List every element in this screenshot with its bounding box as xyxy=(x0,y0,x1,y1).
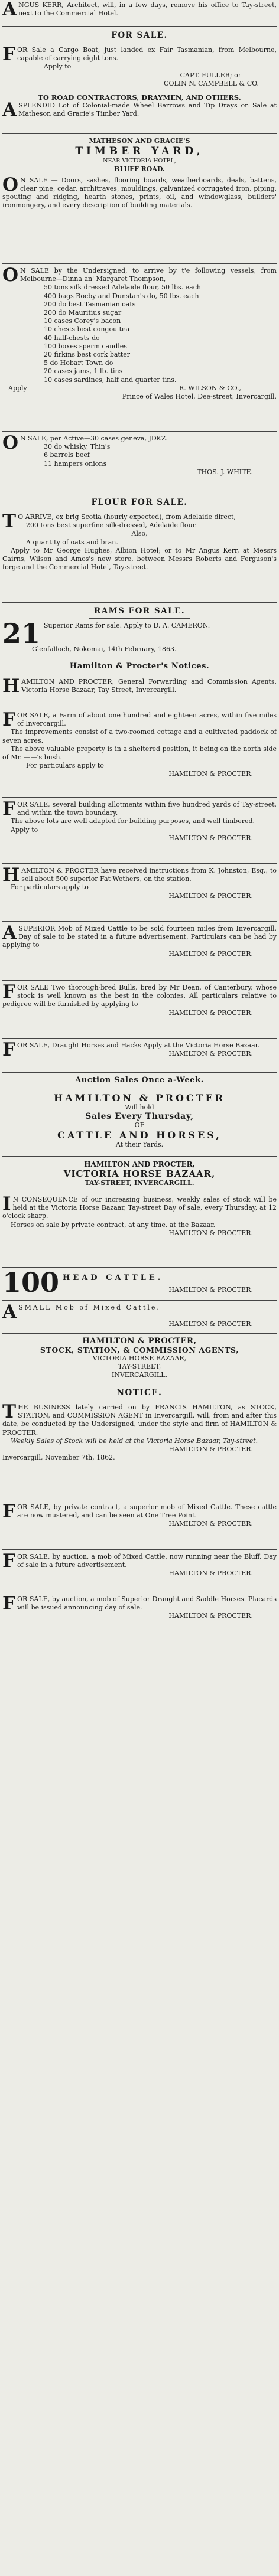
signature: COLIN N. CAMPBELL & CO. xyxy=(164,79,259,87)
ad-text: Will hold xyxy=(125,1103,154,1111)
list-item: 50 tons silk dressed Adelaide flour, 50 lbs. each xyxy=(44,283,201,292)
drop-cap: F xyxy=(2,44,16,65)
apply-line: Apply xyxy=(8,384,27,392)
ad-text: SUPERIOR Mob of Mixed Cattle to be sold fourteen miles from Invercargill. Day of sale to be stated in a future advertisement. Particulars can be had by applying to xyxy=(2,925,277,949)
drop-cap: O xyxy=(2,174,19,195)
section-heading-hamilton-procter: Hamilton & Procter's Notices. xyxy=(69,662,210,671)
list-item: 11 hampers onions xyxy=(44,459,107,468)
ad-notice xyxy=(2,1403,277,1462)
drop-cap: I xyxy=(2,1193,11,1214)
ad-auction-bluff xyxy=(2,1550,277,1578)
ad-text: The above lots are well adapted for building purposes, and well timbered. xyxy=(11,817,255,825)
list-item: 5 do Hobart Town do xyxy=(44,359,113,367)
ad-heading: HAMILTON AND PROCTER, xyxy=(84,1160,195,1168)
list-item: 6 barrels beef xyxy=(44,451,90,459)
list-item: 200 do Mauritius sugar xyxy=(44,309,122,317)
ad-heading: MATHESON AND GRACIE'S xyxy=(89,137,190,145)
drop-cap: O xyxy=(2,265,19,286)
ad-text: OR SALE, by private contract, a superior mob of Mixed Cattle. These cattle are now mustered, and can be seen at One Tree Point. xyxy=(17,1503,277,1520)
ad-draught-horses xyxy=(2,1595,277,1621)
ad-text: TAY-STREET, xyxy=(118,1363,161,1371)
ad-cargo-boat xyxy=(2,46,277,88)
ad-number: 100 xyxy=(2,1266,60,1298)
rule xyxy=(2,263,277,264)
rule xyxy=(2,1333,277,1334)
signature: HAMILTON & PROCTER. xyxy=(168,1320,253,1328)
rule xyxy=(2,1072,277,1073)
signature: HAMILTON & PROCTER. xyxy=(168,1286,253,1294)
rule xyxy=(2,1549,277,1550)
list-item: 40 half-chests do xyxy=(44,334,100,342)
signature: R. WILSON & CO., xyxy=(179,384,241,393)
drop-cap: F xyxy=(2,1039,16,1060)
rule xyxy=(2,1156,277,1157)
ad-thursday-sales xyxy=(2,1092,277,1150)
rule xyxy=(2,797,277,798)
ad-heading: STOCK, STATION, & COMMISSION AGENTS, xyxy=(40,1346,239,1354)
drop-cap: T xyxy=(2,511,17,532)
section-heading-flour: FLOUR FOR SALE. xyxy=(91,498,188,507)
ad-text: VICTORIA HORSE BAZAAR, xyxy=(92,1354,187,1362)
ad-text: A quantity of oats and bran. xyxy=(26,538,118,546)
ad-text: SPLENDID Lot of Colonial-made Wheel Barrows and Tip Drays on Sale at Matheson and Gracie's Timber Yard. xyxy=(18,102,277,118)
signature: HAMILTON & PROCTER. xyxy=(168,1612,253,1620)
rule xyxy=(2,133,277,134)
signature: HAMILTON & PROCTER. xyxy=(168,892,253,900)
list-item: 30 do whisky, Thin's xyxy=(44,443,111,451)
ad-text: 200 tons best superfine silk-dressed, Adelaide flour. xyxy=(26,521,197,530)
ad-text: OR SALE, a Farm of about one hundred and eighteen acres, within five miles of Invercargill. xyxy=(17,711,277,728)
drop-cap: F xyxy=(2,1501,16,1522)
rule xyxy=(2,26,277,27)
ad-subheading: BLUFF ROAD. xyxy=(114,165,165,174)
ad-text: O ARRIVE, ex brig Scotia (hourly expected), from Adelaide direct, xyxy=(18,513,236,521)
ad-farm xyxy=(2,711,277,779)
rule xyxy=(2,921,277,922)
drop-cap: H xyxy=(2,864,20,886)
ad-consequence xyxy=(2,1193,277,1238)
section-heading-notice: NOTICE. xyxy=(116,1388,163,1398)
ad-text: HE BUSINESS lately carried on by FRANCIS HAMILTON, as STOCK, STATION, and COMMISSION AGENT in Invercargill, will, from and after this date, be conducted by the Undersigned, under the style and firm of HAMILTON & PROCTER. xyxy=(2,1403,277,1436)
ad-text: OR SALE, by auction, a mob of Mixed Cattle, now running near the Bluff. Day of sale in a future advertisement. xyxy=(17,1553,277,1569)
ad-subheading: TAY-STREET, INVERCARGILL. xyxy=(85,1179,194,1187)
list-item: 400 bags Bocby and Dunstan's do, 50 lbs. each xyxy=(44,292,199,300)
ad-text: HEAD CATTLE. xyxy=(63,1274,164,1282)
list-item: 10 cases sardines, half and quarter tins. xyxy=(44,376,177,384)
ad-text: The improvements consist of a two-roomed cottage and a cultivated paddock of seven acres. xyxy=(2,728,277,745)
drop-cap: A xyxy=(2,99,17,120)
ad-100-cattle xyxy=(2,1266,277,1298)
ad-angus-kerr xyxy=(2,1,277,18)
drop-cap: A xyxy=(2,1301,17,1323)
ad-heading: CATTLE AND HORSES, xyxy=(57,1129,222,1141)
ad-small-mob xyxy=(2,1301,277,1328)
list-item: 10 cases Corey's bacon xyxy=(44,317,121,325)
list-item: 100 boxes sperm candles xyxy=(44,342,127,350)
ad-text: INVERCARGILL. xyxy=(111,1371,168,1379)
ad-text: OF xyxy=(134,1121,145,1129)
ad-text: Weekly Sales of Stock will be held at the Victoria Horse Bazaar, Tay-street. xyxy=(11,1436,258,1445)
ad-timber-yard xyxy=(2,137,277,210)
ad-road-contractors xyxy=(2,93,277,118)
apply-line: For particulars apply to xyxy=(26,762,104,770)
ad-subheading: NEAR VICTORIA HOTEL, xyxy=(103,158,176,165)
signature: HAMILTON & PROCTER. xyxy=(168,1229,253,1237)
ad-text: OR Sale a Cargo Boat, just landed ex Fair Tasmanian, from Melbourne, capable of carrying eight tons. xyxy=(17,46,277,63)
ad-wilson xyxy=(2,267,277,401)
list-item: 20 firkins best cork batter xyxy=(44,351,131,359)
ad-text: OR SALE, by auction, a mob of Superior Draught and Saddle Horses. Placards will be issued announcing day of sale. xyxy=(17,1595,277,1612)
drop-cap: A xyxy=(2,922,17,943)
signature: HAMILTON & PROCTER. xyxy=(168,1008,253,1017)
ad-agents xyxy=(2,1337,277,1380)
ad-heading: HAMILTON & PROCTER xyxy=(53,1092,226,1103)
ad-number: 21 xyxy=(2,618,41,649)
rule xyxy=(2,863,277,864)
ad-text: Superior Rams for sale. Apply to D. A. CAMERON. xyxy=(44,622,210,629)
ad-hacks xyxy=(2,1041,277,1058)
drop-cap: F xyxy=(2,1593,16,1614)
ad-text: N CONSEQUENCE of our increasing business, weekly sales of stock will be held at the Victoria Horse Bazaar, Tay-street Day of sale, every Thursday, at 12 o'clock sharp. xyxy=(2,1196,277,1220)
signature-address: Prince of Wales Hotel, Dee-street, Invercargill. xyxy=(122,393,277,401)
ad-flour xyxy=(2,513,277,572)
section-heading-rams: RAMS FOR SALE. xyxy=(93,606,186,616)
ad-white xyxy=(2,432,277,476)
list-item: 200 do best Tasmanian oats xyxy=(44,300,136,308)
section-heading-auction: Auction Sales Once a-Week. xyxy=(75,1076,204,1085)
ad-text: AMILTON AND PROCTER, General Forwarding and Commission Agents, Victoria Horse Bazaar, Tay Street, Invercargill. xyxy=(21,678,277,694)
rule xyxy=(2,1038,277,1039)
ad-hp-general xyxy=(2,675,277,697)
ad-private-cattle xyxy=(2,1503,277,1529)
ad-text: Also, xyxy=(131,530,148,538)
apply-line: Apply to xyxy=(11,825,38,834)
ad-text: NGUS KERR, Architect, will, in a few days, remove his office to Tay-street, next to the Commercial Hotel. xyxy=(18,1,277,18)
apply-line: For particulars apply to xyxy=(11,883,89,892)
drop-cap: F xyxy=(2,981,16,1003)
ad-bulls xyxy=(2,981,277,1017)
ad-heading: HAMILTON & PROCTER, xyxy=(82,1337,197,1346)
signature: THOS. J. WHITE. xyxy=(197,468,253,476)
rule xyxy=(2,431,277,432)
section-heading-for-sale: FOR SALE. xyxy=(111,31,168,40)
apply-line: Apply to xyxy=(44,63,72,71)
ad-text: OR SALE Two thorough-bred Bulls, bred by Mr Dean, of Canterbury, whose stock is well known as the best in the colonies. All particulars relative to pedigree will be furnished by applying to xyxy=(2,984,277,1008)
ad-heading: TO ROAD CONTRACTORS, DRAYMEN, AND OTHERS. xyxy=(38,93,241,102)
ad-text: OR SALE, Draught Horses and Hacks Apply at the Victoria Horse Bazaar. xyxy=(17,1041,260,1049)
drop-cap: F xyxy=(2,798,16,820)
signature: CAPT. FULLER; or xyxy=(180,71,241,79)
signature: HAMILTON & PROCTER. xyxy=(168,770,253,778)
rule xyxy=(2,980,277,981)
ad-date: Invercargill, November 7th, 1862. xyxy=(2,1454,115,1462)
ad-text: The above valuable property is in a sheltered position, it being on the north side of Mr. ——'s bush. xyxy=(2,745,277,762)
signature: HAMILTON & PROCTER. xyxy=(168,1520,253,1528)
ad-rams xyxy=(2,618,277,654)
signature: HAMILTON & PROCTER. xyxy=(168,1050,253,1058)
ad-text: OR SALE, several building allotments within five hundred yards of Tay-street, and within the town boundary. xyxy=(17,801,277,817)
ad-text: N SALE by the Undersigned, to arrive by t'e following vessels, from Melbourne—Dinna an' Margaret Thompson, xyxy=(20,267,277,283)
ad-text: Horses on sale by private contract, at any time, at the Bazaar. xyxy=(11,1220,215,1229)
rule xyxy=(89,618,190,619)
signature: HAMILTON & PROCTER. xyxy=(168,949,253,958)
ad-text: N SALE — Doors, sashes, flooring boards, weatherboards, deals, battens, clear pine, cedar, architraves, mouldings, galvanized corrugated iron, piping, spouting and ridging, hearth stones, prints, oil, and windowglass, builders' ironmongery, and every description of building materials. xyxy=(2,176,277,210)
drop-cap: O xyxy=(2,432,19,453)
drop-cap: H xyxy=(2,675,20,697)
ad-allotments xyxy=(2,798,277,843)
ad-text: Apply to Mr George Hughes, Albion Hotel; or to Mr Angus Kerr, at Messrs Cairns, Wilson and Amos's new store, between Messrs Roberts and Ferguson's forge and the Commercial Hotel, Tay-street. xyxy=(2,546,277,572)
signature: HAMILTON & PROCTER. xyxy=(168,834,253,842)
rule xyxy=(2,602,277,603)
ad-heading: VICTORIA HORSE BAZAAR, xyxy=(63,1168,216,1180)
list-item: 10 chests best congou tea xyxy=(44,325,130,334)
drop-cap: F xyxy=(2,709,16,730)
ad-mob-cattle xyxy=(2,922,277,958)
ad-text: At their Yards. xyxy=(115,1141,164,1149)
ad-heading: TIMBER YARD, xyxy=(75,145,204,158)
ad-location: Glenfalloch, Nokomai, 14th February, 1863. xyxy=(32,645,177,653)
signature: HAMILTON & PROCTER. xyxy=(168,1445,253,1454)
ad-text: N SALE, per Active—30 cases geneva, JDKZ. xyxy=(20,435,168,442)
drop-cap: F xyxy=(2,1550,16,1572)
rule xyxy=(2,1300,277,1301)
ad-text: AMILTON & PROCTER have received instructions from K. Johnston, Esq., to sell about 500 superior Fat Wethers, on the station. xyxy=(21,867,277,883)
drop-cap: A xyxy=(2,0,17,20)
signature: HAMILTON & PROCTER. xyxy=(168,1569,253,1578)
ad-heading: Sales Every Thursday, xyxy=(85,1112,194,1122)
ad-johnston xyxy=(2,864,277,900)
ad-text: SMALL Mob of Mixed Cattle. xyxy=(18,1304,161,1311)
drop-cap: T xyxy=(2,1401,17,1422)
ad-bazaar xyxy=(2,1160,277,1187)
list-item: 20 cases jams, 1 lb. tins xyxy=(44,367,123,376)
